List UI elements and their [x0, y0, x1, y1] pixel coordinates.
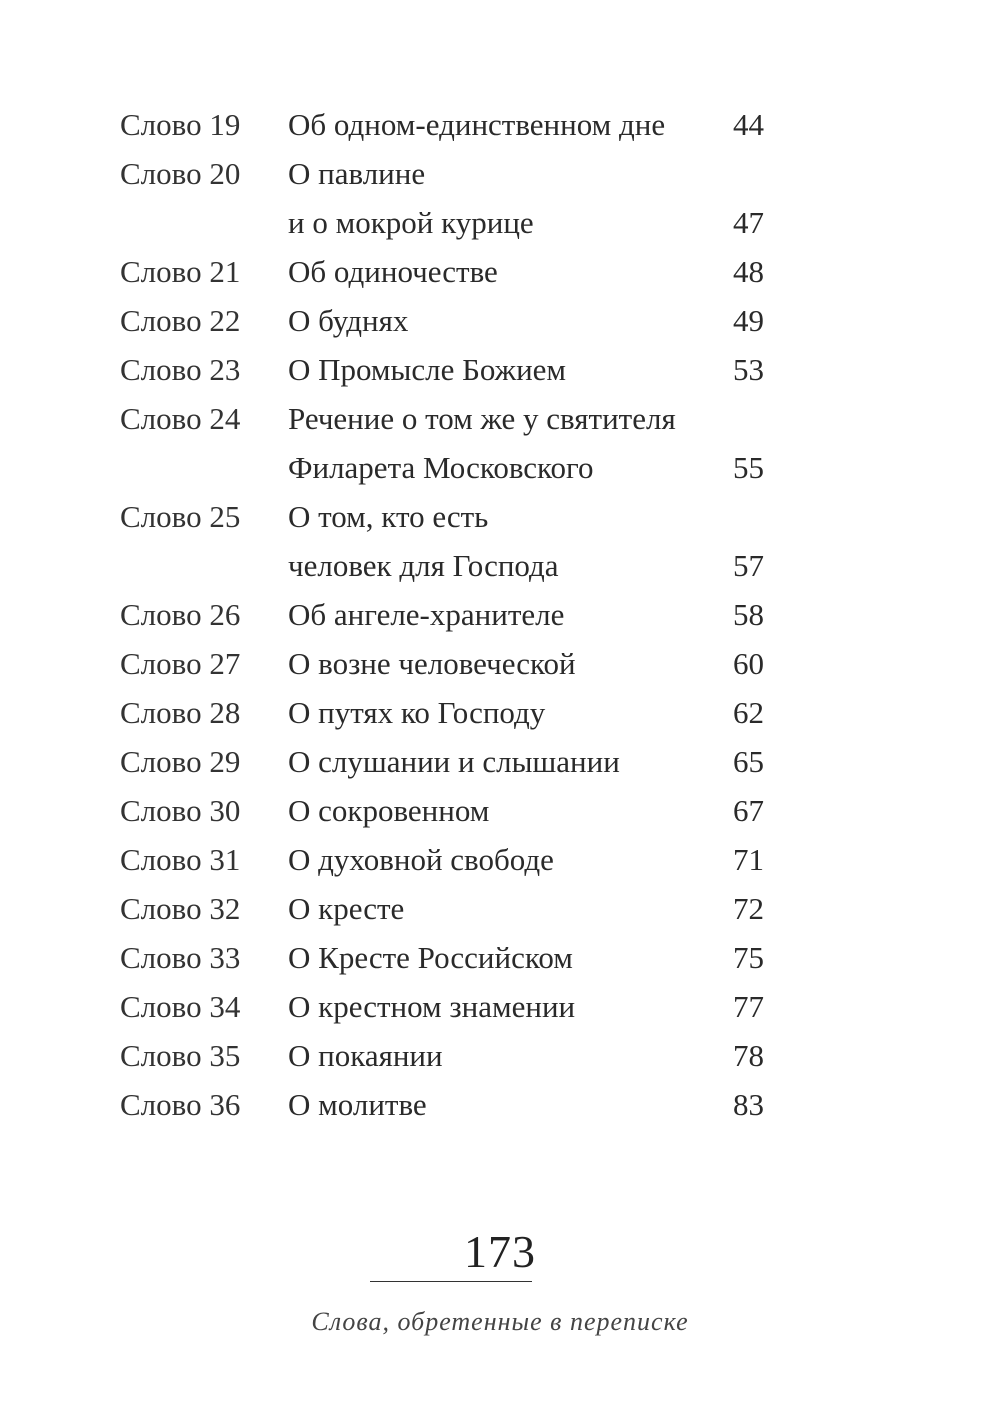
toc-entry-page: 48	[733, 254, 764, 289]
toc-entry-page: 58	[733, 597, 764, 632]
toc-entry-label: Слово 36	[120, 1087, 241, 1122]
toc-entry-label: Слово 21	[120, 254, 241, 289]
toc-entry-label: Слово 24	[120, 401, 241, 436]
toc-line	[120, 541, 780, 590]
toc-entry-page: 65	[733, 744, 764, 779]
footer-divider	[370, 1281, 532, 1282]
toc-entry-label: Слово 23	[120, 352, 241, 387]
toc-entry-label: Слово 28	[120, 695, 241, 730]
toc-entry-page: 83	[733, 1087, 764, 1122]
toc-line	[120, 149, 780, 198]
toc-entry-label: Слово 33	[120, 940, 241, 975]
toc-line	[120, 492, 780, 541]
running-title: Слова, обретенные в переписке	[311, 1307, 689, 1336]
toc-entry-title: Об ангеле-хранителе	[288, 597, 565, 632]
toc-entry-title: Об одном-единственном дне	[288, 107, 666, 142]
toc-entry-label: Слово 35	[120, 1038, 241, 1073]
toc-line	[120, 443, 780, 492]
toc-entry-page: 72	[733, 891, 764, 926]
toc-entry-title: Об одиночестве	[288, 254, 498, 289]
toc-entry-title: О возне человеческой	[288, 646, 576, 681]
toc-line	[120, 247, 780, 296]
toc-entry-page: 49	[733, 303, 764, 338]
toc-entry-page: 44	[733, 107, 764, 142]
toc-entry-label: Слово 30	[120, 793, 241, 828]
toc-entry-title: О молитве	[288, 1087, 427, 1122]
toc-line	[120, 1080, 780, 1129]
toc-entry-page: 77	[733, 989, 764, 1024]
toc-entry-page: 53	[733, 352, 764, 387]
toc-entry-title: О покаянии	[288, 1038, 443, 1073]
toc-entry-label: Слово 29	[120, 744, 241, 779]
toc-line	[120, 884, 780, 933]
toc-line	[120, 590, 780, 639]
toc-entry-title: О путях ко Господу	[288, 695, 546, 730]
toc-line	[120, 394, 780, 443]
toc-entry-page: 57	[733, 548, 764, 583]
toc-line	[120, 639, 780, 688]
toc-entry-label: Слово 22	[120, 303, 241, 338]
toc-entry-title: Речение о том же у святителя	[288, 401, 676, 436]
toc-entry-title: О Промысле Божием	[288, 352, 567, 387]
toc-entry-label: Слово 32	[120, 891, 241, 926]
toc-entry-label: Слово 25	[120, 499, 241, 534]
toc-entry-label: Слово 27	[120, 646, 241, 681]
toc-entry-title: человек для Господа	[288, 548, 559, 583]
toc-entry-title: О сокровенном	[288, 793, 490, 828]
toc-entry-page: 47	[733, 205, 764, 240]
toc-line	[120, 737, 780, 786]
toc-line	[120, 345, 780, 394]
toc-entry-title: О павлине	[288, 156, 426, 191]
toc-entry-label: Слово 19	[120, 107, 241, 142]
page-number: 173	[464, 1226, 536, 1277]
toc-entry-page: 67	[733, 793, 764, 828]
table-of-contents	[120, 100, 780, 1129]
toc-line	[120, 1031, 780, 1080]
toc-entry-label: Слово 31	[120, 842, 241, 877]
toc-entry-title: О крестном знамении	[288, 989, 576, 1024]
toc-entry-title: О духовной свободе	[288, 842, 554, 877]
toc-entry-page: 78	[733, 1038, 764, 1073]
toc-line	[120, 198, 780, 247]
toc-line	[120, 688, 780, 737]
toc-entry-page: 62	[733, 695, 764, 730]
toc-entry-title: О буднях	[288, 303, 409, 338]
toc-entry-title: О слушании и слышании	[288, 744, 620, 779]
toc-entry-title: О кресте	[288, 891, 405, 926]
toc-line	[120, 296, 780, 345]
toc-entry-label: Слово 26	[120, 597, 241, 632]
toc-line	[120, 786, 780, 835]
toc-entry-title: О том, кто есть	[288, 499, 489, 534]
toc-entry-page: 75	[733, 940, 764, 975]
toc-entry-title: и о мокрой курице	[288, 205, 534, 240]
toc-entry-title: Филарета Московского	[288, 450, 594, 485]
toc-entry-page: 55	[733, 450, 764, 485]
toc-line	[120, 933, 780, 982]
toc-entry-page: 60	[733, 646, 764, 681]
toc-entry-label: Слово 34	[120, 989, 241, 1024]
toc-entry-title: О Кресте Российском	[288, 940, 573, 975]
toc-line	[120, 100, 780, 149]
toc-entry-page: 71	[733, 842, 764, 877]
toc-line	[120, 835, 780, 884]
toc-line	[120, 982, 780, 1031]
toc-entry-label: Слово 20	[120, 156, 241, 191]
